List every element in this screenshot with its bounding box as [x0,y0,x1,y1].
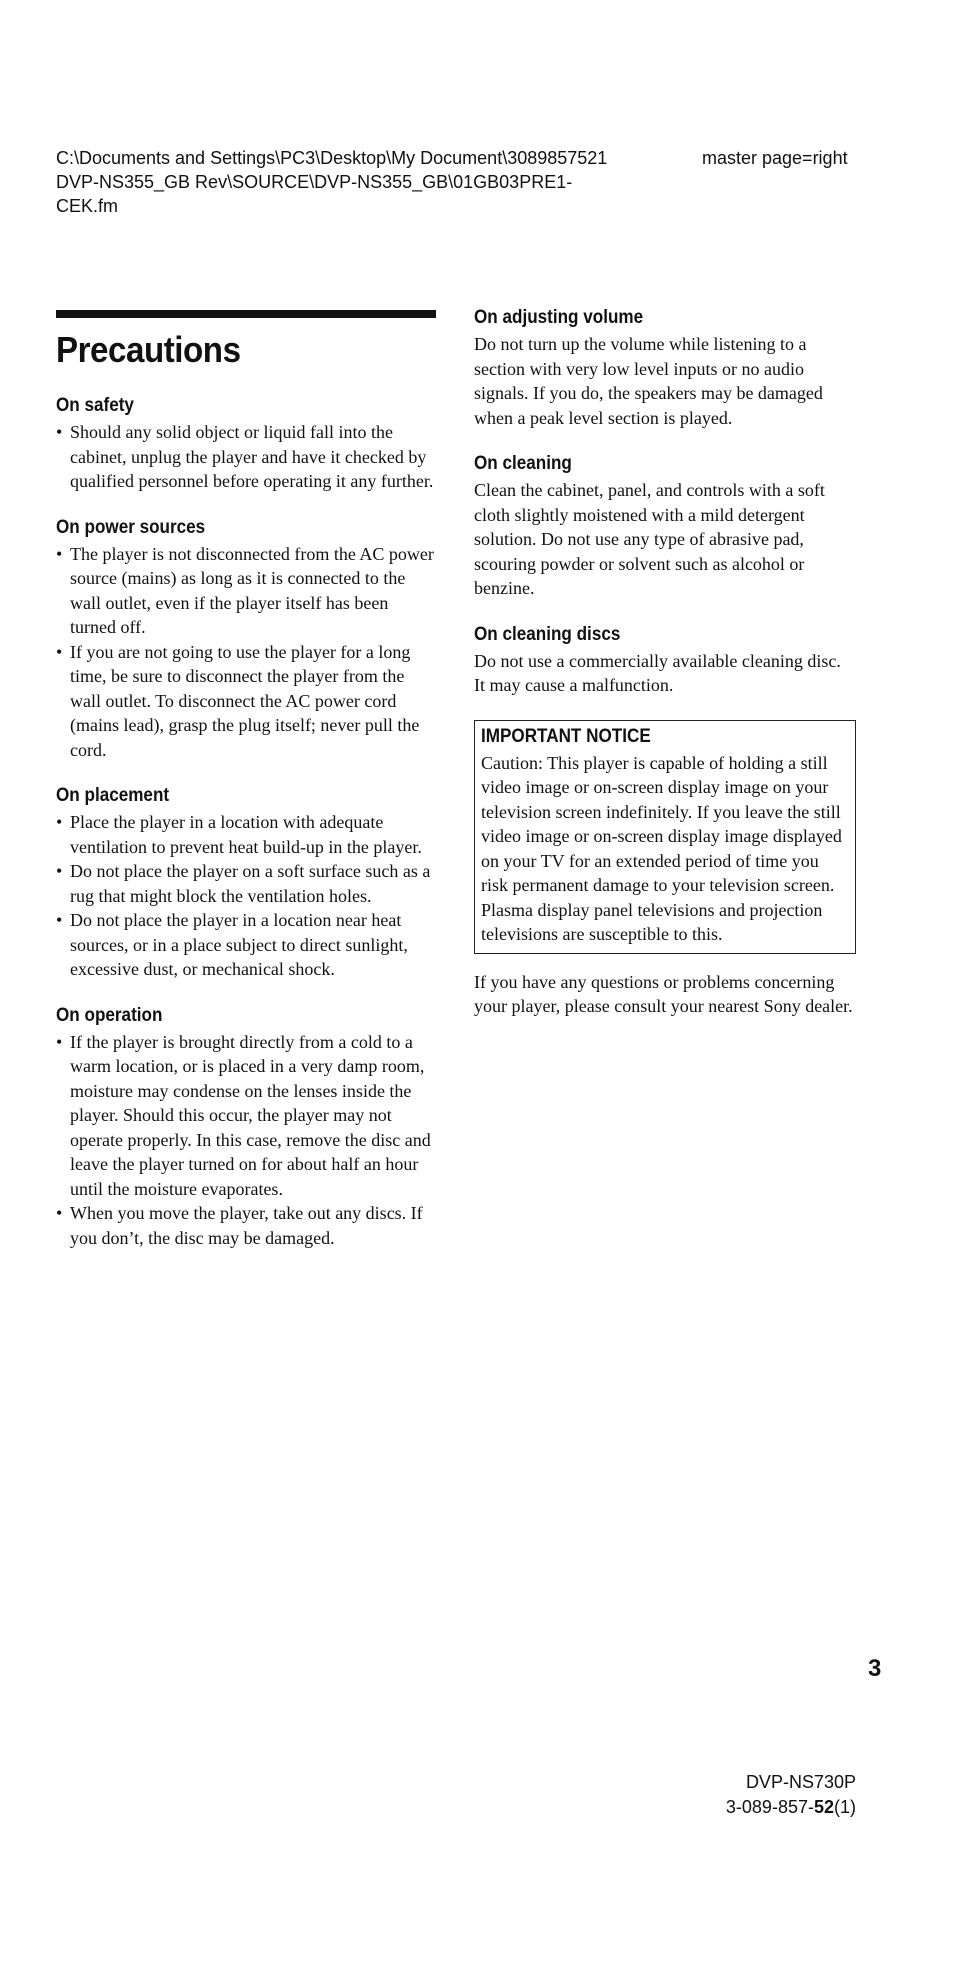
section-on-adjusting-volume [474,306,856,430]
section-heading: On safety [56,395,134,416]
section-heading: On adjusting volume [474,307,644,328]
section-text: Do not use a commercially available cleaning disc. It may cause a malfunction. [474,650,841,695]
document-code [726,1795,856,1820]
section-on-cleaning-discs [474,623,856,698]
notice-heading: IMPORTANT NOTICE [481,725,651,747]
model-number: DVP-NS730P [745,1772,856,1792]
section-heading: On power sources [56,516,206,538]
section-heading: On placement [56,785,170,806]
right-column [474,306,856,1019]
footer [726,1770,856,1820]
bullet-list [56,542,436,763]
bullet-list [56,1030,436,1251]
bullet-item: • When you move the player, take out any discs. If you don’t, the disc may be damaged. [56,1201,436,1250]
file-path-header: C:\Documents and Settings\PC3\Desktop\My Document\3089857521 DVP-NS355_GB Rev\SOURCE\DVP-NS355_GB\01GB03PRE1-CEK.fm [56,148,608,216]
page-number: 3 [868,1655,882,1682]
master-page-label: master page=right [702,148,848,168]
section-on-placement [56,784,436,982]
bullet-list [56,810,436,982]
bullet-item: • If the player is brought directly from a cold to a warm location, or is placed in a very damp room, moisture may condense on the lenses inside the player. Should this occur, the player may not operate properly. In this case, remove the disc and leave the player turned on for about half an hour until the moisture evaporates. [56,1030,436,1202]
bullet-item: • If you are not going to use the player for a long time, be sure to disconnect the player from the wall outlet. To disconnect the AC power cord (mains lead), grasp the plug itself; never pull the cord. [56,640,436,763]
section-text: Do not turn up the volume while listening to a section with very low level inputs or no audio signals. If you do, the speakers may be damaged when a peak level section is played. [474,334,823,428]
code-bold: 52 [813,1797,834,1817]
notice-text: Caution: This player is capable of holding a still video image or on-screen display image on your television screen indefinitely. If you leave the still video image or on-screen display image displayed on your TV for an extended period of time you risk permanent damage to your television screen. Plasma display panel televisions and projection televisions are susceptible to this. [481,752,842,944]
bullet-item: • Do not place the player on a soft surface such as a rug that might block the ventilation holes. [56,859,436,908]
section-on-operation [56,1004,436,1251]
bullet-item: • The player is not disconnected from the AC power source (mains) as long as it is connected to the wall outlet, even if the player itself has been turned off. [56,542,436,640]
section-heading: On cleaning [474,453,572,474]
section-on-power-sources [56,516,436,763]
code-suffix: (1) [834,1797,856,1817]
left-column [56,310,436,1272]
title-rule [56,310,436,318]
code-prefix: 3-089-857- [725,1797,814,1817]
section-text: Clean the cabinet, panel, and controls with a soft cloth slightly moistened with a mild detergent solution. Do not use any type of abrasive pad, scouring powder or solvent such as alcohol or benzine. [474,480,825,598]
bullet-list [56,420,436,494]
bullet-item: • Do not place the player in a location near heat sources, or in a place subject to direct sunlight, excessive dust, or mechanical shock. [56,908,436,982]
closing-paragraph: If you have any questions or problems concerning your player, please consult your nearest Sony dealer. [474,971,853,1016]
bullet-item: • Place the player in a location with adequate ventilation to prevent heat build-up in the player. [56,810,436,859]
section-heading: On cleaning discs [474,623,621,645]
section-on-cleaning [474,452,856,601]
section-on-safety [56,394,436,494]
section-heading: On operation [56,1004,163,1026]
important-notice-box [474,720,856,954]
page-title: Precautions [56,329,241,370]
bullet-item: • Should any solid object or liquid fall into the cabinet, unplug the player and have it checked by qualified personnel before operating it any further. [56,420,436,494]
